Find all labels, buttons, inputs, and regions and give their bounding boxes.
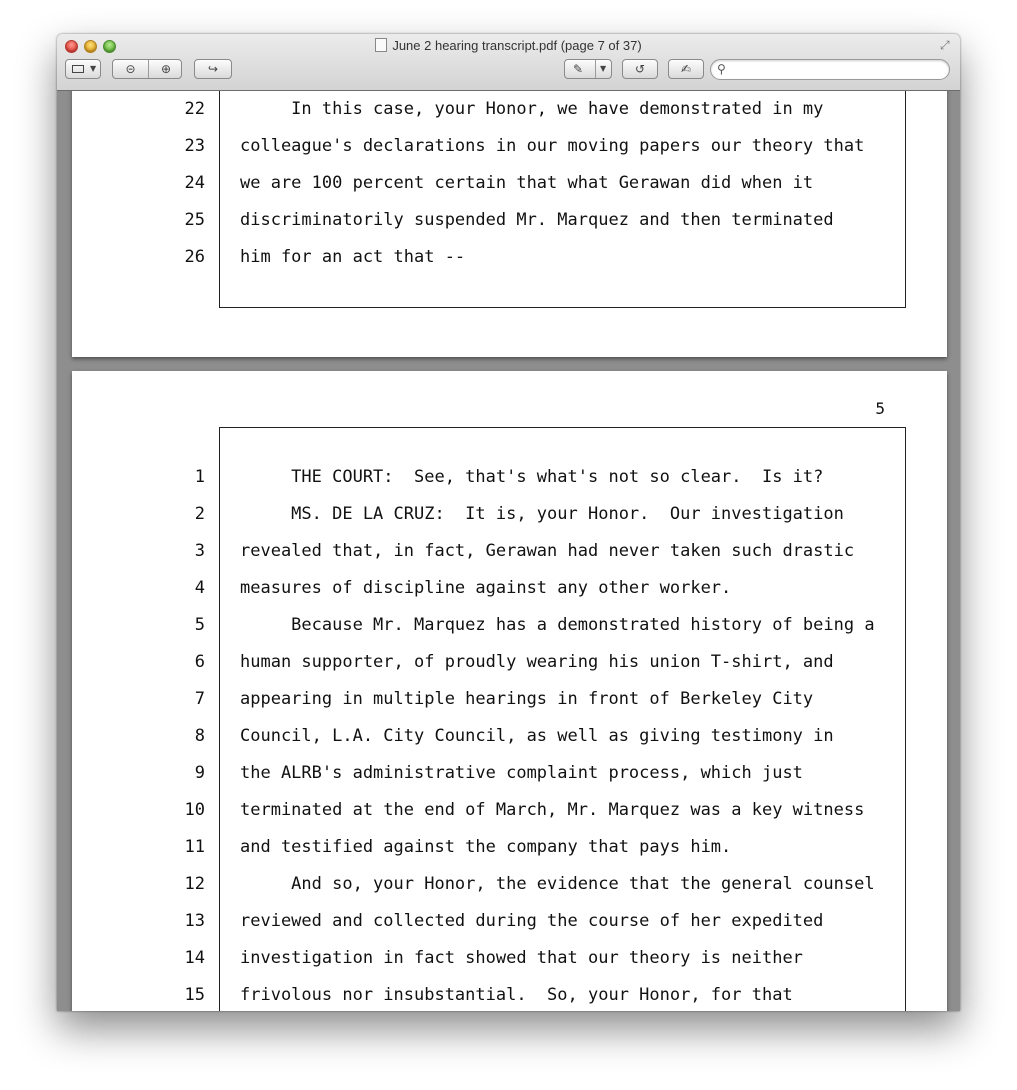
sidebar-toggle-icon [72,65,84,73]
transcript-line [72,763,947,800]
document-view[interactable] [57,91,960,1011]
zoom-out-button[interactable] [113,60,148,78]
transcript-line [72,173,947,210]
transcript-line [72,467,947,504]
line-number: 13 [184,911,205,931]
line-number: 25 [184,210,205,230]
transcript-line [72,911,947,948]
transcript-line [72,837,947,874]
sidebar-view-button[interactable] [65,59,101,79]
line-text: investigation in fact showed that our theory is neither [240,948,803,968]
zoom-controls [112,59,182,79]
line-number: 12 [184,874,205,894]
line-number: 7 [194,689,205,709]
preview-window [57,34,960,1011]
highlighter-icon: ✎ [573,62,584,76]
transcript-line [72,689,947,726]
line-text: Because Mr. Marquez has a demonstrated history of being a [240,615,875,635]
line-text: measures of discipline against any other worker. [240,578,732,598]
transcript-line [72,504,947,541]
current-page [72,371,947,1011]
line-text: him for an act that -- [240,247,466,267]
rotate-icon: ↺ [634,62,646,76]
line-number: 26 [184,247,205,267]
line-text: And so, your Honor, the evidence that the general counsel [240,874,875,894]
line-text: the ALRB's administrative complaint process, which just [240,763,803,783]
zoom-in-icon: ⊕ [160,62,172,76]
line-text: and testified against the company that pays him. [240,837,732,857]
line-number: 1 [194,467,205,487]
search-field[interactable] [710,59,950,80]
share-button[interactable] [194,59,232,79]
edit-icon: ✍ [680,62,692,76]
title-bar[interactable] [57,34,960,91]
transcript-line [72,210,947,247]
transcript-line [72,615,947,652]
line-number: 24 [184,173,205,193]
window-title-area [57,38,960,53]
previous-page [72,91,947,357]
line-text: In this case, your Honor, we have demonstrated in my [240,99,824,119]
line-number: 8 [194,726,205,746]
transcript-line [72,652,947,689]
line-number: 22 [184,99,205,119]
line-number: 9 [194,763,205,783]
chevron-down-icon: ▼ [90,64,97,73]
window-title: June 2 hearing transcript.pdf (page 7 of 37) [392,38,642,53]
line-number: 23 [184,136,205,156]
line-number: 3 [194,541,205,561]
line-number: 2 [194,504,205,524]
transcript-line [72,578,947,615]
line-number: 15 [184,985,205,1005]
line-text: colleague's declarations in our moving papers our theory that [240,136,865,156]
transcript-line [72,726,947,763]
transcript-line [72,800,947,837]
rotate-button[interactable] [622,59,658,79]
line-text: Council, L.A. City Council, as well as giving testimony in [240,726,834,746]
edit-toolbar-button[interactable] [668,59,704,79]
share-icon: ↪ [207,62,219,76]
line-number: 10 [184,800,205,820]
line-text: MS. DE LA CRUZ: It is, your Honor. Our investigation [240,504,844,524]
search-icon: ⚲ [717,62,726,76]
page-number: 5 [875,399,885,418]
transcript-line [72,247,947,284]
line-text: THE COURT: See, that's what's not so clear. Is it? [240,467,824,487]
line-text: terminated at the end of March, Mr. Marquez was a key witness [240,800,865,820]
line-number: 6 [194,652,205,672]
fullscreen-icon[interactable]: ⤢ [940,38,950,52]
line-number: 4 [194,578,205,598]
line-text: revealed that, in fact, Gerawan had never taken such drastic [240,541,855,561]
transcript-line [72,136,947,173]
transcript-line [72,541,947,578]
transcript-line [72,948,947,985]
transcript-line [72,99,947,136]
zoom-out-icon: ⊝ [125,62,136,76]
zoom-in-button[interactable] [149,60,183,78]
line-text: human supporter, of proudly wearing his union T-shirt, and [240,652,834,672]
line-text: discriminatorily suspended Mr. Marquez and then terminated [240,210,834,230]
line-text: appearing in multiple hearings in front of Berkeley City [240,689,814,709]
line-text: we are 100 percent certain that what Gerawan did when it [240,173,814,193]
line-number: 14 [184,948,205,968]
chevron-down-icon: ▼ [600,64,607,73]
annotate-button[interactable] [564,59,612,79]
line-text: reviewed and collected during the course of her expedited [240,911,824,931]
transcript-line [72,874,947,911]
transcript-line [72,985,947,1011]
line-number: 11 [184,837,205,857]
line-text: frivolous nor insubstantial. So, your Honor, for that [240,985,793,1005]
pdf-document-icon [375,38,387,52]
line-number: 5 [194,615,205,635]
